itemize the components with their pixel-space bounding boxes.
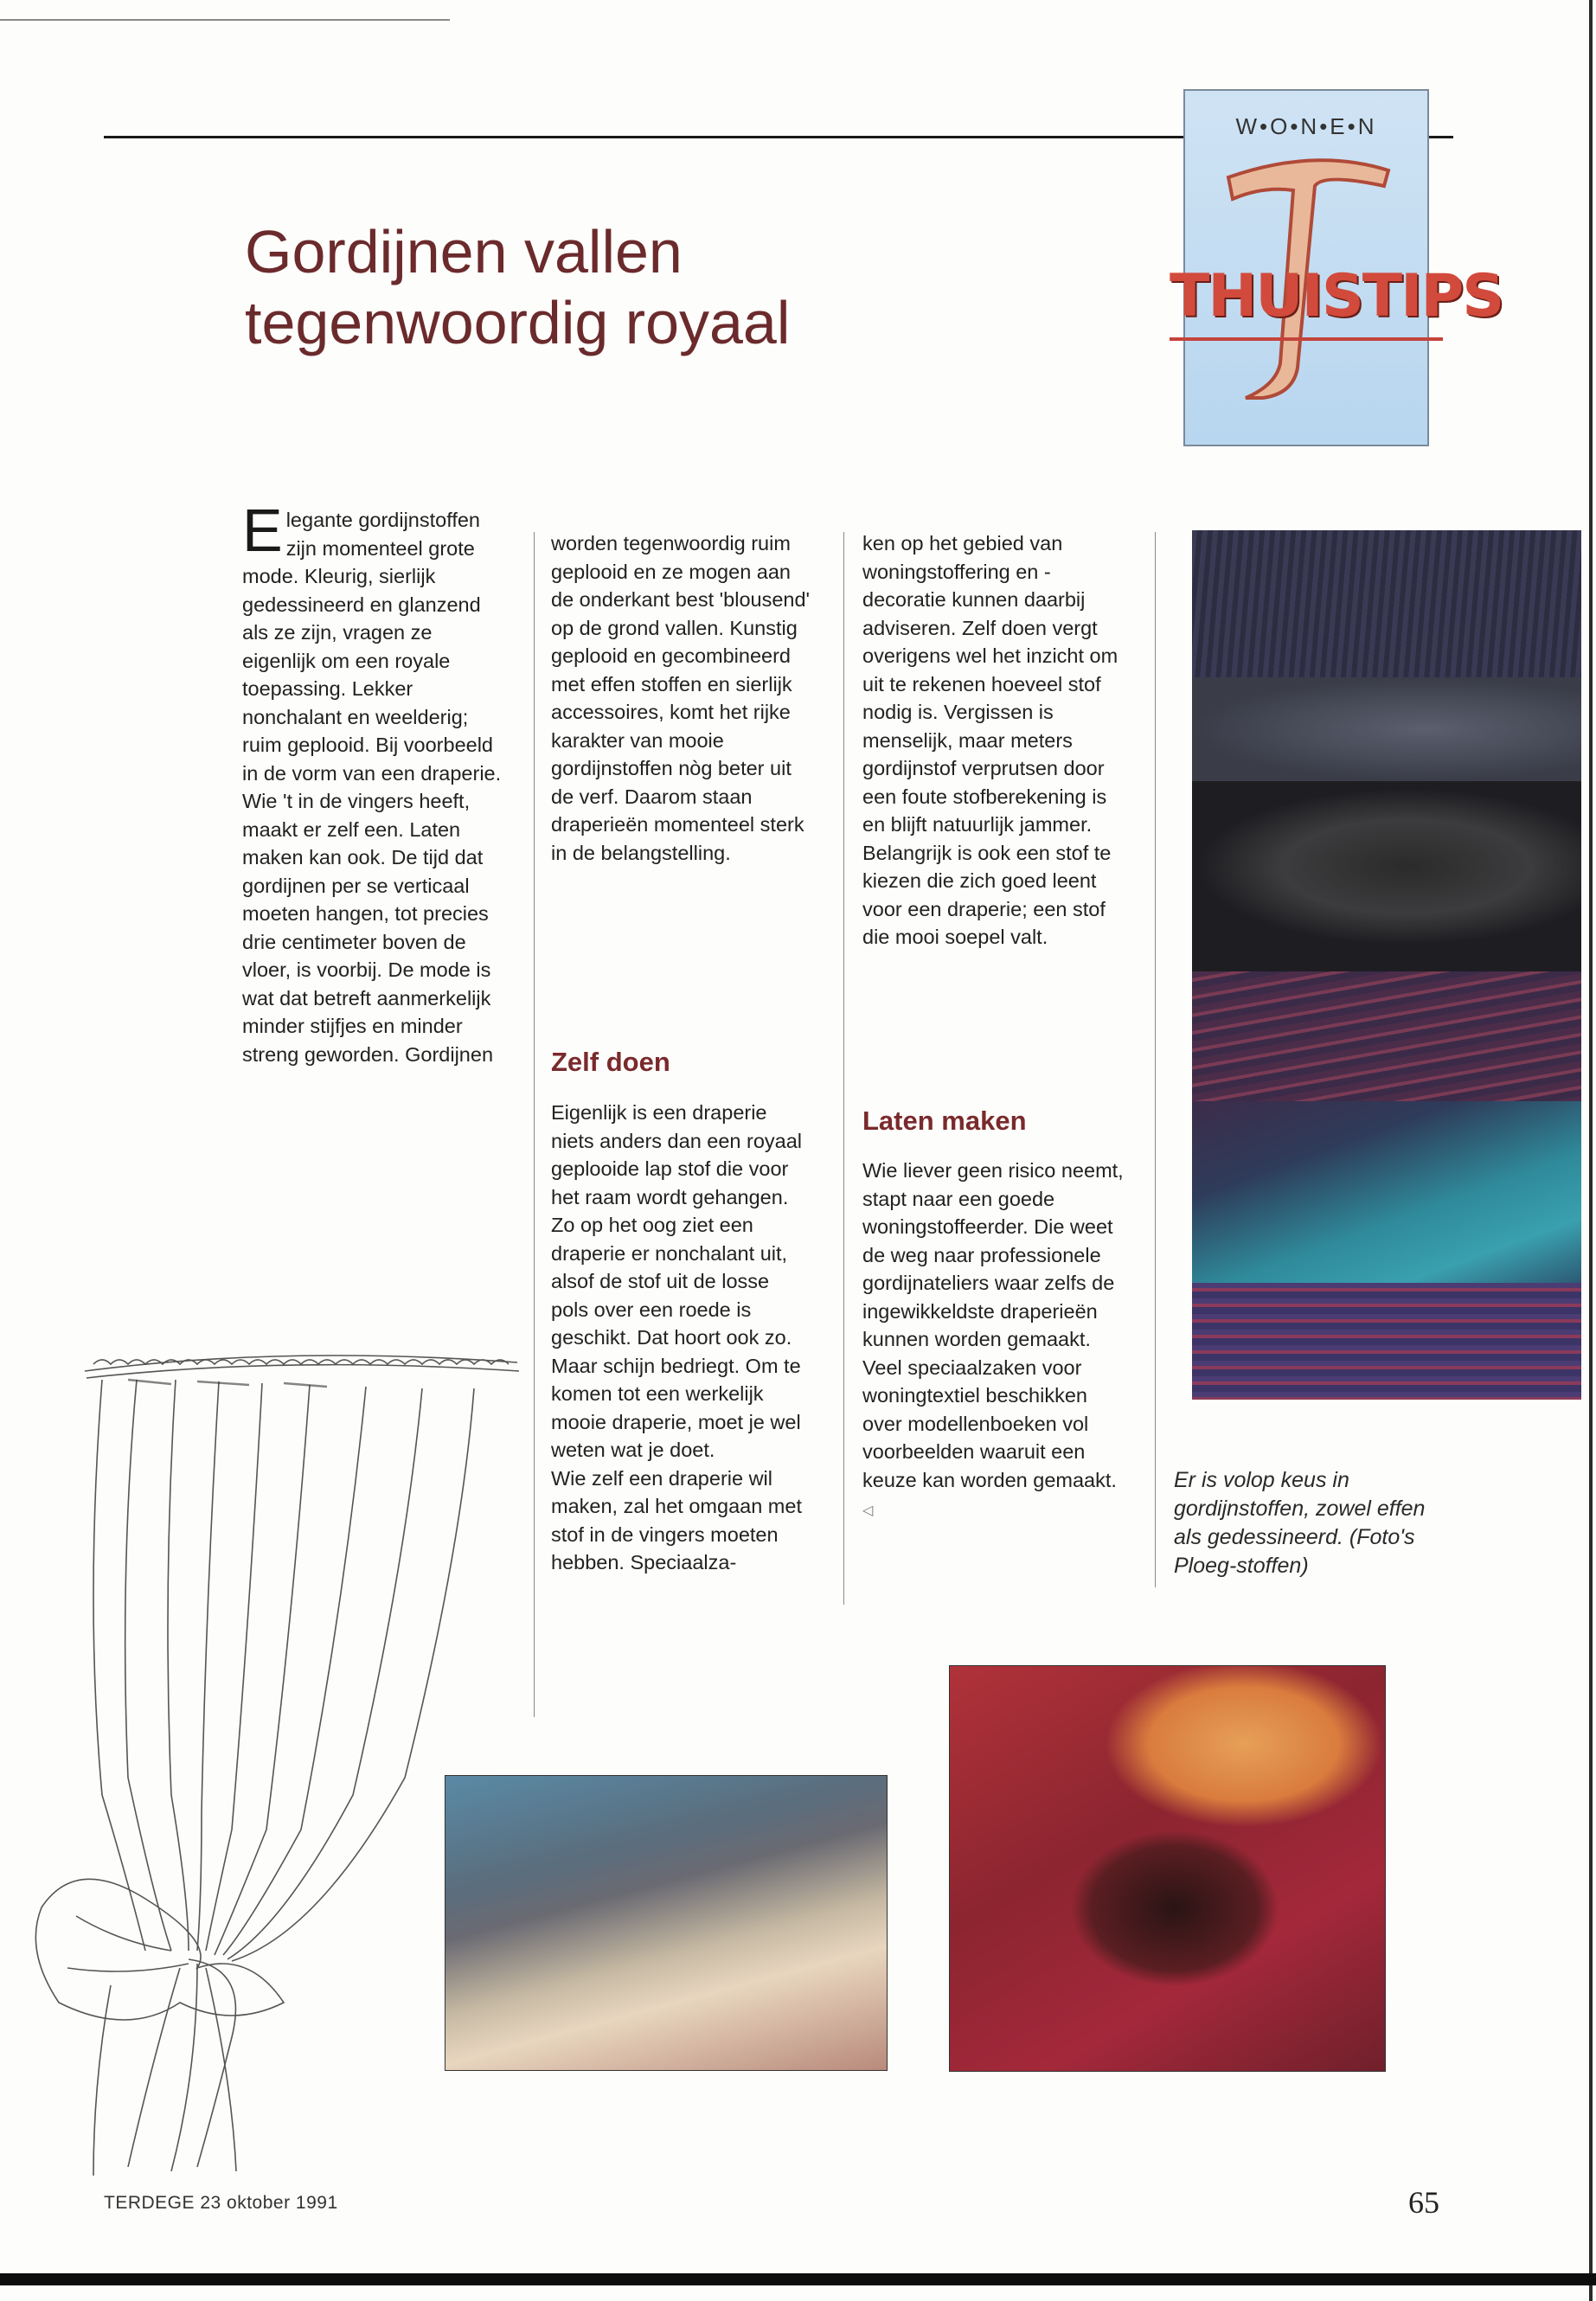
section-badge [1170,89,1503,446]
top-edge-line [0,19,450,21]
column-divider [843,532,844,1605]
article-column-2 [551,529,811,867]
fabric-fold [1192,677,1581,781]
body-paragraph: Eigenlijk is een draperie niets anders dan een royaal geplooide lap stof die voor het raam wordt gehangen. Zo op het oog ziet een draperie er nonchalant uit, alsof de stof uit de losse pols over een roede is geschikt. Dat hoort ook zo. Maar schijn bedriegt. Om te komen tot een werkelijk mooie draperie, moet je wel weten wat je doet. [551,1101,803,1461]
article-column-3-continued [862,1157,1126,1526]
body-paragraph [862,1157,1126,1526]
badge-underline [1170,337,1443,341]
fabric-photo-red [949,1665,1386,2072]
body-text: Wie liever geen risico neemt, stapt naar een goede woningstoffeerder. Die weet de weg naar professionele gordijnateliers waar zelfs de ingewikkeldste draperieën kunnen worden gemaakt. Veel speciaalzaken voor woningtextiel beschikken over modellenboeken vol voorbeelden waaruit een keuze kan worden gemaakt. [862,1159,1124,1491]
tieback-bow [35,1879,284,2020]
page-number: 65 [1408,2185,1439,2220]
subheading-laten-maken: Laten maken [862,1106,1027,1136]
photo-caption: Er is volop keus in gordijnstoffen, zowel effen als gedessineerd. (Foto's Ploeg-stoffen) [1174,1468,1426,1578]
body-paragraph: worden tegenwoordig ruim geplooid en ze mogen aan de onderkant best 'blousend' op de grond vallen. Kunstig geplooid en gecombineerd met effen stoffen en sierlijk accessoires, komt het rijke karakter van mooie gordijnstoffen nòg beter uit de verf. Daarom staan draperieën momenteel sterk in de belangstelling. [551,532,811,864]
subheading-zelf-doen: Zelf doen [551,1047,670,1077]
section-kicker: W•O•N•E•N [1235,113,1377,139]
fabric-fold [1192,781,1581,971]
fabric-photo-stack [1192,530,1581,1400]
right-edge-line [1589,0,1593,2301]
article-column-3 [862,529,1126,952]
fabric-fold [1192,1101,1581,1283]
fabric-fold [1192,530,1581,677]
body-paragraph: ken op het gebied van woningstoffering en -decoratie kunnen daarbij adviseren. Zelf doen vergt overigens wel het inzicht om uit te rekenen hoeveel stof nodig is. Vergissen is menselijk, maar meters gordijnstof verprutsen door een foute stofberekening is en blijft natuurlijk jammer. Belangrijk is ook een stof te kiezen die zich goed leent voor een draperie; een stof die mooi soepel valt. [862,532,1118,948]
fabric-fold [1192,1283,1581,1400]
section-badge-word: THUISTIPS [1170,262,1503,330]
column-divider [1155,532,1156,1587]
bottom-edge-bar [0,2273,1596,2285]
body-paragraph: Wie zelf een draperie wil maken, zal het omgaan met stof in de vingers moeten hebben. Speciaalza- [551,1466,802,1574]
article-column-2-continued [551,1099,811,1577]
drop-cap: E [242,497,283,564]
publication-footer: TERDEGE 23 oktober 1991 [104,2193,338,2213]
article-title: Gordijnen vallen tegenwoordig royaal [245,218,791,356]
article-column-1 [242,497,510,1068]
end-mark-icon: ◁ [862,1503,874,1518]
fabric-fold [1192,971,1581,1101]
body-paragraph: legante gordijnstoffen zijn momenteel grote mode. Kleurig, sierlijk gedessineerd en glanzend als ze zijn, vragen ze eigenlijk om een royale toepassing. Lekker nonchalant en weelderig; ruim geplooid. Bij voorbeeld in de vorm van een draperie. Wie 't in de vingers heeft, maakt er zelf een. Laten maken kan ook. De tijd dat gordijnen per se verticaal moeten hangen, tot precies drie centimeter boven de vloer, is voorbij. De mode is wat dat betreft aanmerkelijk minder stijfjes en minder streng geworden. Gordijnen [242,509,502,1066]
column-divider [534,532,535,1717]
curtain-drapery-sketch [24,1345,526,2180]
